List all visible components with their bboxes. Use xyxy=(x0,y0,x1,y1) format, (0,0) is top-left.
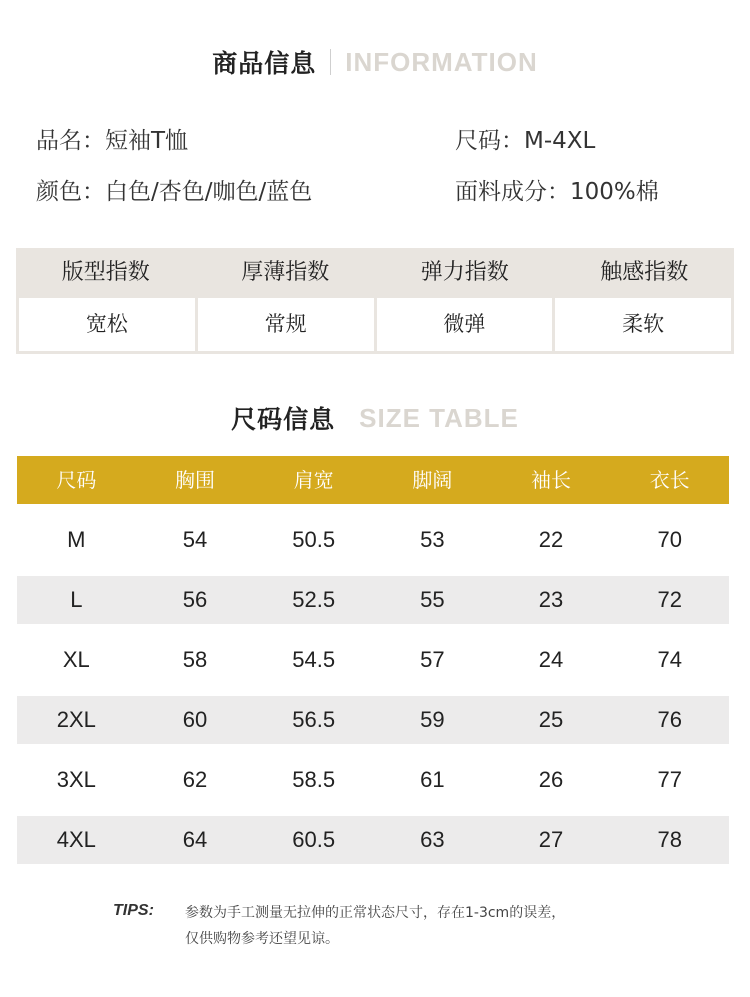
tips-label: TIPS: xyxy=(113,902,154,919)
cell-shoulder: 52.5 xyxy=(292,587,336,612)
cell-sleeve: 26 xyxy=(538,767,564,792)
cell-shoulder: 58.5 xyxy=(292,767,336,792)
cell-sleeve: 24 xyxy=(538,647,564,672)
cell-length: 74 xyxy=(657,647,682,672)
cell-shoulder: 56.5 xyxy=(292,707,336,732)
product-color: 颜色：白色/杏色/咖色/蓝色 xyxy=(36,179,313,205)
index-header-fit: 版型指数 xyxy=(61,260,150,285)
index-header-thickness: 厚薄指数 xyxy=(241,260,330,285)
index-header-touch: 触感指数 xyxy=(600,260,689,285)
cell-shoulder: 60.5 xyxy=(292,827,336,852)
cell-sleeve: 23 xyxy=(538,587,564,612)
product-size: 尺码：M-4XL xyxy=(455,128,596,154)
cell-length: 77 xyxy=(657,767,682,792)
table-row xyxy=(17,636,729,684)
index-value-thickness: 常规 xyxy=(198,298,374,351)
size-table-header xyxy=(17,456,729,504)
cell-chest: 62 xyxy=(182,767,208,792)
table-row xyxy=(17,576,729,624)
index-header-elasticity: 弹力指数 xyxy=(420,260,509,285)
tips-text xyxy=(185,900,705,952)
tips-line-2: 仅供购物参考还望见谅。 xyxy=(185,931,339,947)
cell-shoulder: 54.5 xyxy=(292,647,336,672)
index-table xyxy=(16,248,734,354)
cell-size: 4XL xyxy=(56,827,96,852)
product-name: 品名：短袖T恤 xyxy=(36,128,189,154)
cell-length: 70 xyxy=(657,527,682,552)
cell-hem: 57 xyxy=(420,647,445,672)
header-shoulder: 肩宽 xyxy=(293,468,334,492)
index-value-touch: 柔软 xyxy=(555,298,731,351)
table-row xyxy=(17,516,729,564)
header-size: 尺码 xyxy=(56,468,97,492)
table-row xyxy=(17,816,729,864)
index-table-values xyxy=(19,298,731,351)
cell-hem: 59 xyxy=(420,707,445,732)
info-title-en: INFORMATION xyxy=(345,46,538,77)
index-value-elasticity: 微弹 xyxy=(377,298,553,351)
cell-size: L xyxy=(70,587,83,612)
product-fabric: 面料成分：100%棉 xyxy=(455,179,659,205)
size-title-en: SIZE TABLE xyxy=(359,402,519,433)
cell-chest: 58 xyxy=(182,647,208,672)
cell-sleeve: 25 xyxy=(538,707,564,732)
cell-hem: 53 xyxy=(420,527,445,552)
cell-size: 3XL xyxy=(56,767,96,792)
cell-sleeve: 27 xyxy=(538,827,564,852)
cell-size: M xyxy=(67,527,86,552)
cell-length: 78 xyxy=(657,827,682,852)
cell-size: XL xyxy=(62,647,90,672)
header-chest: 胸围 xyxy=(175,468,215,492)
cell-chest: 56 xyxy=(182,587,208,612)
table-row xyxy=(17,756,729,804)
cell-hem: 55 xyxy=(420,587,445,612)
cell-shoulder: 50.5 xyxy=(292,527,336,552)
tips-line-1: 参数为手工测量无拉伸的正常状态尺寸，存在1-3cm的误差， xyxy=(185,905,566,921)
title-divider xyxy=(330,49,331,75)
index-value-fit: 宽松 xyxy=(19,298,195,351)
table-row xyxy=(17,696,729,744)
cell-length: 76 xyxy=(657,707,682,732)
cell-size: 2XL xyxy=(56,707,96,732)
index-table-header xyxy=(16,248,734,298)
cell-length: 72 xyxy=(657,587,682,612)
header-hem: 脚阔 xyxy=(412,468,453,492)
info-section-title xyxy=(0,44,750,80)
cell-chest: 60 xyxy=(182,707,208,732)
cell-hem: 63 xyxy=(420,827,445,852)
cell-chest: 64 xyxy=(182,827,208,852)
header-length: 衣长 xyxy=(649,468,690,492)
cell-sleeve: 22 xyxy=(538,527,564,552)
header-sleeve: 袖长 xyxy=(531,468,572,492)
info-title-cn: 商品信息 xyxy=(212,49,317,78)
size-section-title xyxy=(0,400,750,436)
size-title-cn: 尺码信息 xyxy=(231,405,336,434)
cell-hem: 61 xyxy=(420,767,445,792)
size-table xyxy=(17,456,729,864)
cell-chest: 54 xyxy=(182,527,208,552)
